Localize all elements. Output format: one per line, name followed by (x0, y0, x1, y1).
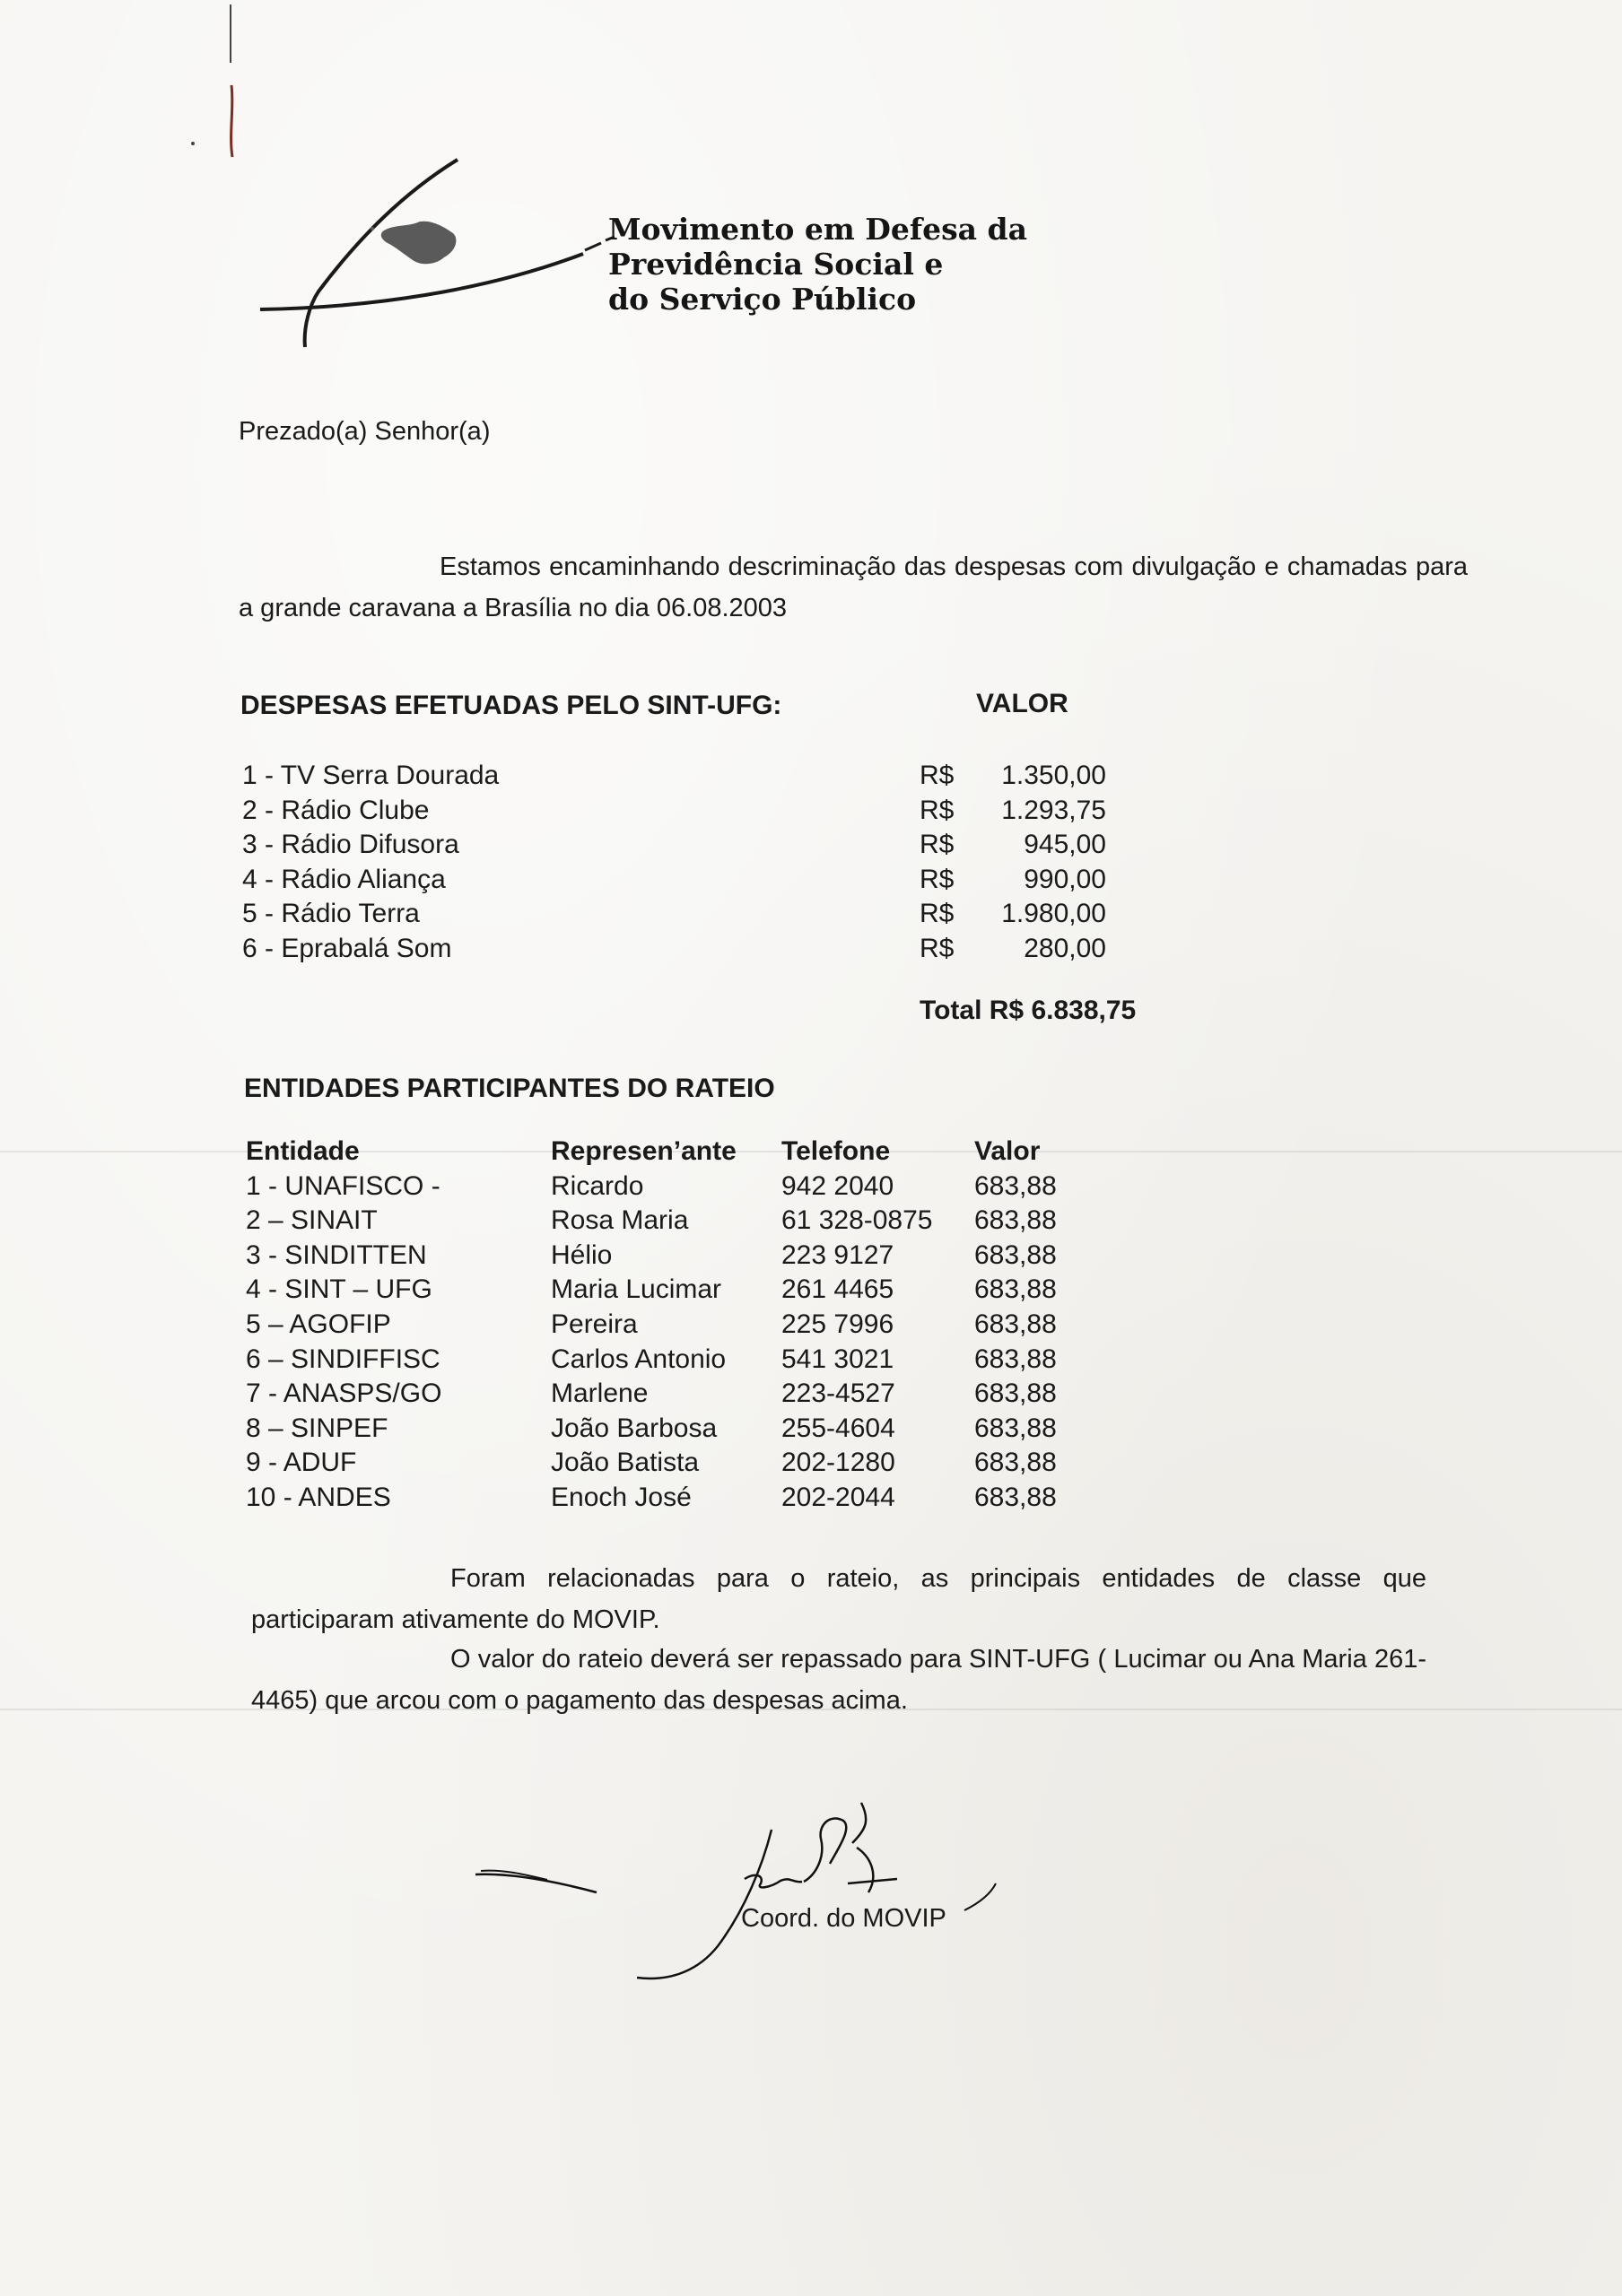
intro-paragraph (239, 546, 1468, 629)
column-header-value: Valor (974, 1136, 1041, 1166)
currency-symbol: R$ (920, 933, 955, 963)
share-value: 683,88 (974, 1344, 1057, 1374)
phone-number: 541 3021 (781, 1344, 894, 1374)
expense-amount: 945,00 (1024, 830, 1106, 859)
phone-number: 225 7996 (781, 1309, 894, 1339)
column-header-representative: Represen’ante (551, 1136, 737, 1166)
phone-number: 202-1280 (781, 1448, 895, 1478)
entities-heading: ENTIDADES PARTICIPANTES DO RATEIO (244, 1074, 775, 1103)
currency-symbol: R$ (920, 864, 955, 894)
phone-number: 202-2044 (781, 1482, 895, 1512)
salutation: Prezado(a) Senhor(a) (239, 417, 491, 446)
entity-name: 9 - ADUF (246, 1448, 357, 1478)
org-name-line: do Serviço Público (608, 282, 917, 317)
value-column (974, 1135, 1057, 1516)
phone-column (781, 1135, 933, 1516)
column-header-phone: Telefone (781, 1136, 891, 1166)
closing-paragraph-2 (251, 1639, 1426, 1721)
handwritten-signature (475, 1794, 1032, 1991)
share-value: 683,88 (974, 1448, 1057, 1478)
currency-symbol: R$ (920, 761, 955, 790)
value-heading: VALOR (976, 689, 1068, 718)
entity-name: 6 – SINDIFFISC (246, 1344, 440, 1374)
org-name-line: Previdência Social e (608, 247, 944, 282)
representative-name: Ricardo (551, 1170, 644, 1201)
entity-name: 2 – SINAIT (246, 1205, 378, 1236)
scan-mark (175, 0, 247, 170)
share-value: 683,88 (974, 1274, 1057, 1305)
closing-paragraph-1 (251, 1558, 1426, 1640)
representative-name: Rosa Maria (551, 1205, 689, 1236)
expense-label: 3 - Rádio Difusora (242, 830, 459, 859)
share-value: 683,88 (974, 1378, 1057, 1409)
expense-label: 5 - Rádio Terra (242, 899, 420, 928)
share-value: 683,88 (974, 1309, 1057, 1339)
expense-amount: 990,00 (1024, 864, 1106, 894)
share-value: 683,88 (974, 1205, 1057, 1236)
phone-number: 223-4527 (781, 1378, 895, 1409)
expense-value (920, 865, 1106, 895)
representative-column (551, 1135, 737, 1516)
currency-symbol: R$ (920, 899, 955, 928)
share-value: 683,88 (974, 1239, 1057, 1270)
share-value: 683,88 (974, 1170, 1057, 1201)
closing-text-2: O valor do rateio deverá ser repassado para SINT-UFG ( Lucimar ou Ana Maria 261-4465) que arcou com o pagamento das despesas acima. (251, 1645, 1426, 1715)
expense-amount: 1.350,00 (1001, 761, 1106, 790)
organization-name (608, 212, 1027, 317)
column-header-entity: Entidade (246, 1136, 360, 1166)
expense-value (920, 830, 1106, 860)
currency-symbol: R$ (920, 830, 955, 859)
movip-logo-icon (260, 157, 655, 354)
entity-name: 1 - UNAFISCO - (246, 1170, 440, 1201)
closing-text-1: Foram relacionadas para o rateio, as principais entidades de classe que participaram ativamente do MOVIP. (251, 1564, 1426, 1634)
representative-name: Enoch José (551, 1482, 692, 1512)
phone-number: 261 4465 (781, 1274, 894, 1305)
expenses-total: Total R$ 6.838,75 (920, 996, 1137, 1025)
share-value: 683,88 (974, 1413, 1057, 1443)
phone-number: 223 9127 (781, 1239, 894, 1270)
representative-name: João Batista (551, 1448, 700, 1478)
expense-value (920, 899, 1106, 929)
expenses-heading: DESPESAS EFETUADAS PELO SINT-UFG: (240, 691, 782, 720)
phone-number: 61 328-0875 (781, 1205, 933, 1236)
phone-number: 942 2040 (781, 1170, 894, 1201)
entity-name: 3 - SINDITTEN (246, 1239, 427, 1270)
expense-value (920, 761, 1106, 791)
entity-name: 8 – SINPEF (246, 1413, 388, 1443)
entity-name: 4 - SINT – UFG (246, 1274, 432, 1305)
representative-name: Pereira (551, 1309, 638, 1339)
representative-name: Carlos Antonio (551, 1344, 727, 1374)
expense-value (920, 934, 1106, 964)
representative-name: Marlene (551, 1378, 649, 1409)
expense-label: 1 - TV Serra Dourada (242, 761, 500, 790)
expense-amount: 1.980,00 (1001, 899, 1106, 928)
representative-name: João Barbosa (551, 1413, 718, 1443)
currency-symbol: R$ (920, 795, 955, 825)
entity-name: 10 - ANDES (246, 1482, 391, 1512)
expense-amount: 1.293,75 (1001, 795, 1106, 825)
entity-name: 7 - ANASPS/GO (246, 1378, 442, 1409)
org-name-line: Movimento em Defesa da (608, 212, 1028, 247)
expense-value (920, 796, 1106, 826)
share-value: 683,88 (974, 1482, 1057, 1512)
intro-text: Estamos encaminhando descriminação das despesas com divulgação e chamadas para a grande caravana a Brasília no dia 06.08.2003 (239, 552, 1468, 622)
representative-name: Hélio (551, 1239, 613, 1270)
signature-caption: Coord. do MOVIP (741, 1904, 946, 1933)
expense-label: 4 - Rádio Aliança (242, 864, 446, 894)
expense-amount: 280,00 (1024, 933, 1106, 963)
expense-label: 6 - Eprabalá Som (242, 933, 452, 963)
entity-column (246, 1135, 441, 1516)
phone-number: 255-4604 (781, 1413, 895, 1443)
representative-name: Maria Lucimar (551, 1274, 722, 1305)
expense-label: 2 - Rádio Clube (242, 795, 430, 825)
entity-name: 5 – AGOFIP (246, 1309, 391, 1339)
